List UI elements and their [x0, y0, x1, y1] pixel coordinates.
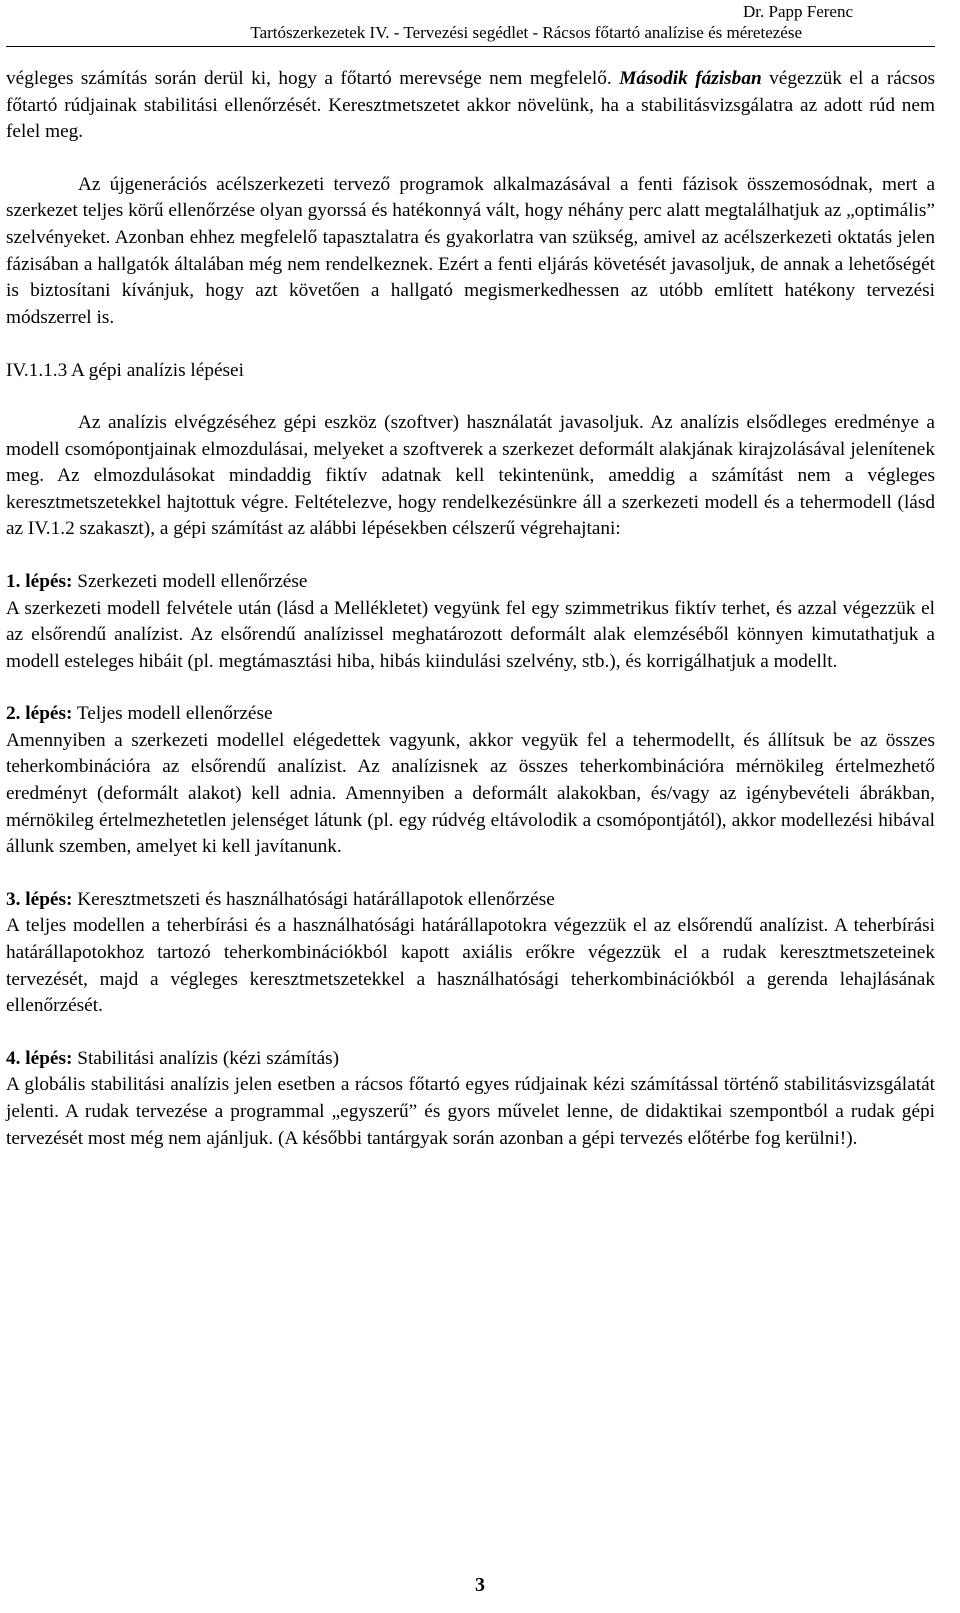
page-number: 3 — [475, 1574, 485, 1596]
step-1 — [6, 569, 935, 675]
document-body — [6, 66, 935, 1152]
header-divider — [6, 46, 935, 47]
header-author: Dr. Papp Ferenc — [742, 2, 853, 21]
step-3 — [6, 887, 935, 1020]
step-2-label: 2. lépés: — [6, 703, 73, 725]
step-4-text: A globális stabilitási analízis jelen esetben a rácsos főtartó egyes rúdjainak kézi számítással történő stabilitásvizsgálatát jelenti. A rudak tervezése a programmal „egyszerű” és gyors művelet lenne, de didaktikai szempontból a rudak gépi tervezését most még nem ajánljuk. (A későbbi tantárgyak során azonban a gépi tervezés előtérbe fog kerülni!). — [6, 1074, 935, 1149]
header-course-title: Tartószerkezetek IV. - Tervezési segédlet - Rácsos főtartó analízise és méretezése — [250, 23, 802, 42]
section-heading: IV.1.1.3 A gépi analízis lépései — [6, 360, 244, 382]
paragraph-phases-end: végezzük el a rácsos főtartó rúdjainak stabilitási ellenőrzését. Keresztmetszetet akkor növelünk, ha a stabilitásvizsgálatra az adott rúd nem felel meg. — [6, 68, 935, 143]
paragraph-phases-start: végleges számítás során derül ki, hogy a főtartó merevsége nem megfelelő. — [6, 68, 620, 89]
step-4 — [6, 1046, 935, 1152]
paragraph-phases — [6, 66, 935, 146]
step-4-title: Stabilitási analízis (kézi számítás) — [72, 1047, 340, 1069]
step-1-text: A szerkezeti modell felvétele után (lásd a Mellékletet) vegyünk fel egy szimmetrikus fiktív terhet, és azzal végezzük el az elsőrendű analízist. Az elsőrendű analízissel meghatározott deformált alak elemzéséből könnyen kimutathatjuk a modell esteleges hibáit (pl. megtámasztási hiba, hibás kiindulási szelvény, stb.), és korrigálhatjuk a modellt. — [6, 597, 935, 672]
step-2 — [6, 701, 935, 861]
step-4-label: 4. lépés: — [6, 1047, 73, 1069]
paragraph-new-generation-programs: Az újgenerációs acélszerkezeti tervező programok alkalmazásával a fenti fázisok összemosódnak, mert a szerkezet teljes körű ellenőrzése olyan gyorssá és hatékonnyá vált, hogy néhány perc alatt megtalálhatjuk az „optimális” szelvényeket. Azonban ehhez megfelelő tapasztalatra és gyakorlatra van szükség, amivel az acélszerkezeti oktatás jelen fázisában a hallgatók általában még nem rendelkeznek. Ezért a fenti eljárás követését javasoljuk, de annak a lehetőségét is biztosítani kívánjuk, hogy azt követően a hallgató megismerkedhessen az utóbb említett hatékony tervezési módszerrel is. — [6, 173, 935, 328]
paragraph-analysis-intro: Az analízis elvégzéséhez gépi eszköz (szoftver) használatát javasoljuk. Az analízis elsődleges eredménye a modell csomópontjainak elmozdulásai, melyeket a szoftverek a szerkezet deformált alakjának kirajzolásával jelenítenek meg. Az elmozdulásokat mindaddig fiktív adatnak kell tekintenünk, ameddig a számítást nem a végleges keresztmetszetekkel hajtottuk végre. Feltételezve, hogy rendelkezésünkre áll a szerkezeti modell és a tehermodell (lásd az IV.1.2 szakaszt), a gépi számítást az alábbi lépésekben célszerű végrehajtani: — [6, 411, 935, 540]
step-1-label: 1. lépés: — [6, 570, 73, 592]
step-2-title: Teljes modell ellenőrzése — [72, 703, 273, 725]
step-3-title: Keresztmetszeti és használhatósági határállapotok ellenőrzése — [72, 888, 555, 910]
step-2-text: Amennyiben a szerkezeti modellel elégedettek vagyunk, akkor vegyük fel a tehermodellt, és állítsuk be az összes teherkombinációra az elsőrendű analízist. Az analízisnek az összes teherkombinációra mérnökileg értelmezhető eredményt (deformált alakot) kell adnia. Amennyiben a deformált alakokban, és/vagy az igénybevételi ábrákban, mérnökileg értelmezhetetlen jelenséget látunk (pl. egy rúdvég eltávolodik a csomópontjától), akkor modellezési hibával állunk szemben, amelyet ki kell javítanunk. — [6, 729, 935, 858]
second-phase-emphasis: Második fázisban — [619, 68, 762, 89]
step-1-title: Szerkezeti modell ellenőrzése — [72, 570, 308, 592]
step-3-label: 3. lépés: — [6, 888, 73, 910]
step-3-text: A teljes modellen a teherbírási és a használhatósági határállapotokra végezzük el az elsőrendű analízist. A teherbírási határállapotokhoz tartozó teherkombinációkból kapott axiális erőkre végezzük el a rudak keresztmetszeteinek tervezését, majd a végleges keresztmetszetekkel a használhatósági teherkombinációkból a gerenda lehajlásának ellenőrzését. — [6, 915, 935, 1017]
